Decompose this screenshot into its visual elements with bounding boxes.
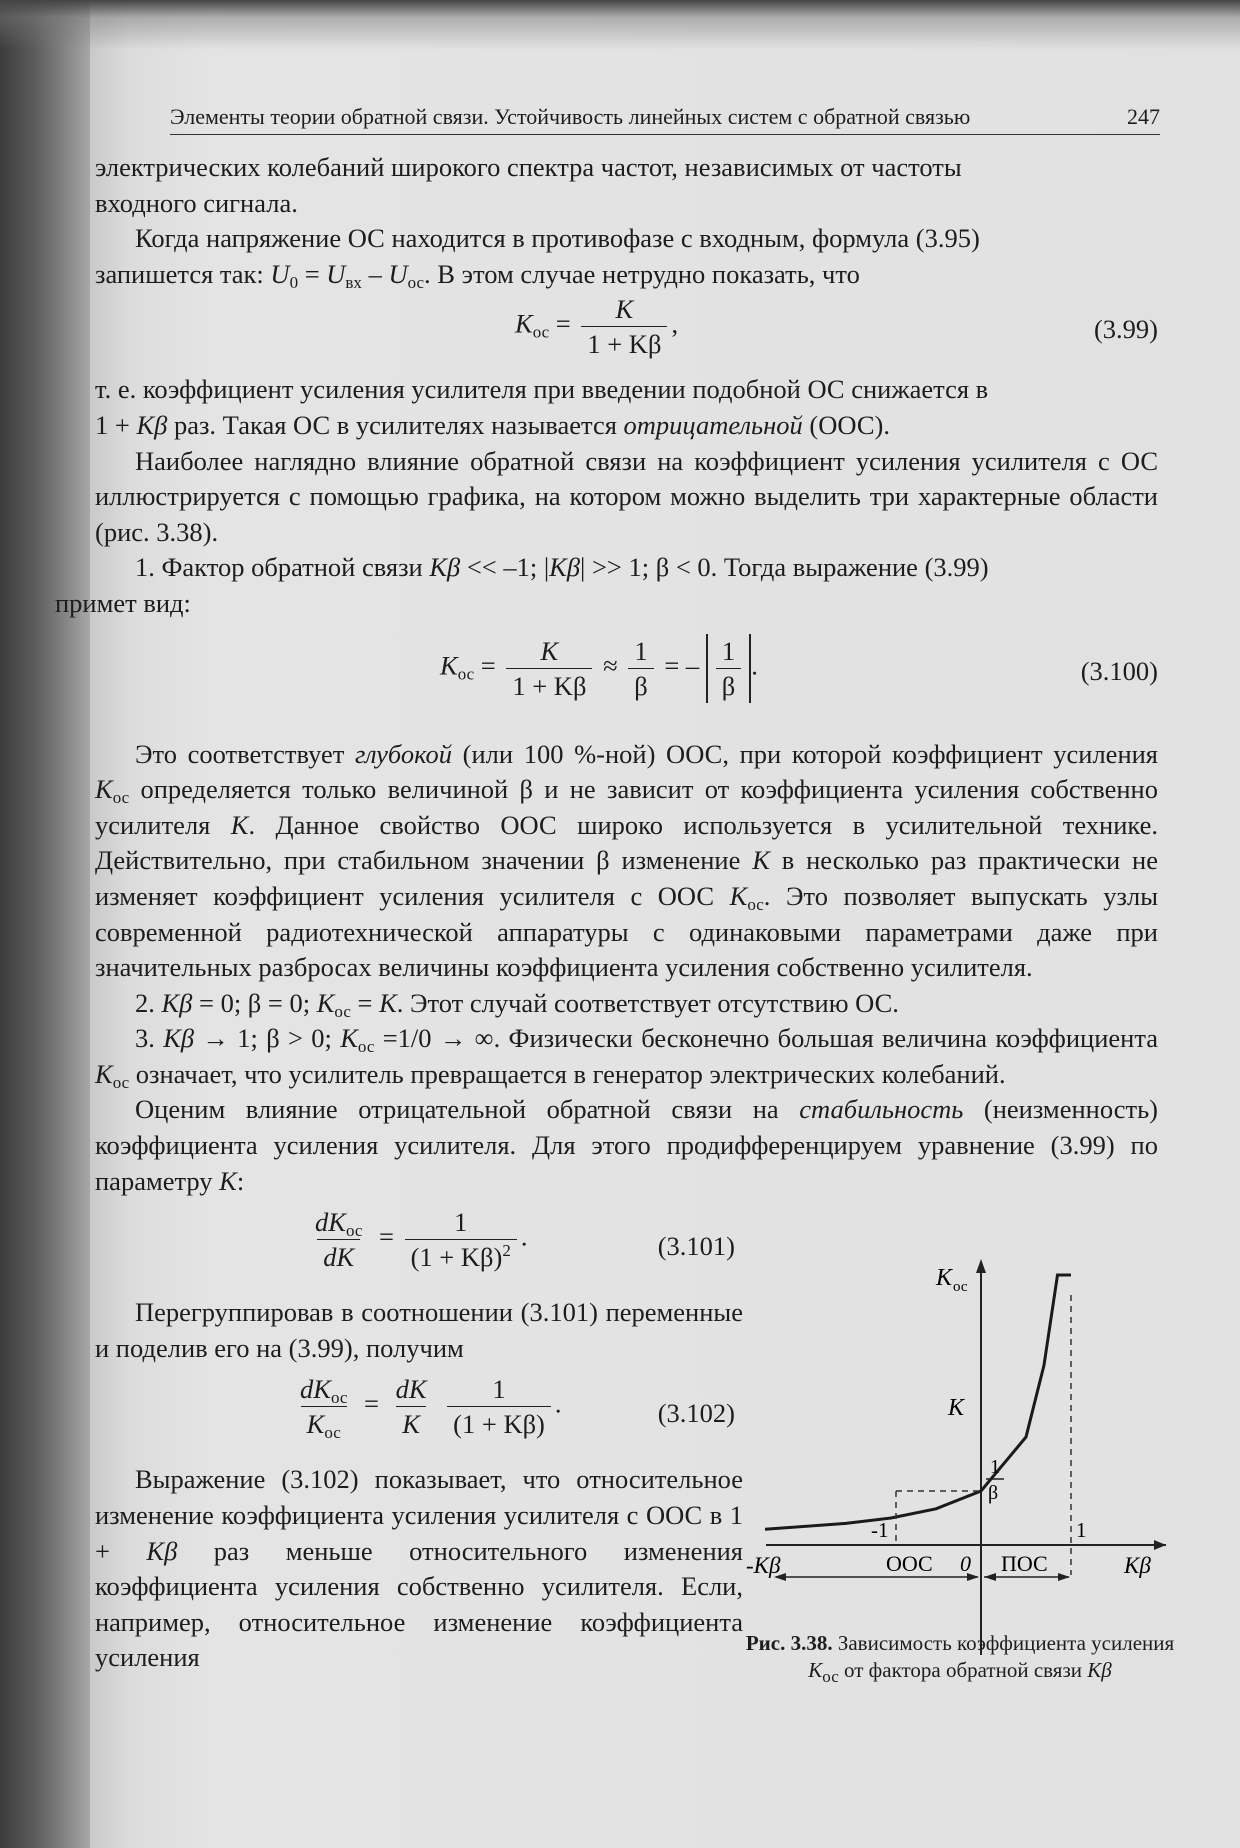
symbol: Kβ	[161, 987, 193, 1018]
k-label: K	[948, 1395, 965, 1421]
left-column	[95, 1199, 743, 1676]
denominator: $K_{ос}$	[301, 1406, 347, 1441]
paragraph-7: Перегруппировав в соотношении (3.101) переменные и поделив его на (3.99), получим	[95, 1297, 743, 1363]
figure-3-38	[746, 1255, 1176, 1675]
text-run: =	[350, 987, 380, 1018]
text-run: раз. Такая ОС в усилителях называется	[173, 409, 624, 440]
list-item-2	[95, 986, 1158, 1022]
paragraph-1	[95, 150, 1158, 221]
fraction	[390, 1372, 433, 1441]
tick-neg-one: -1	[871, 1518, 889, 1542]
equation-3-99	[95, 292, 1158, 372]
absolute-value	[706, 634, 751, 703]
symbol: =	[364, 1389, 379, 1420]
text-run: означает, что усилитель превращается в генератор электрических колебаний.	[129, 1058, 1006, 1089]
symbol: –	[368, 258, 382, 289]
caption-text: Зависимость коэффициента усиления	[832, 1631, 1175, 1655]
text-run: . Это позволяет выпускать узлы современной радиотехнической аппаратуры с одинаковыми параметрами даже при значительных разбросах величины коэффициента усиления собственно усилителя.	[95, 880, 1159, 983]
text-run: примет вид:	[55, 587, 191, 618]
fraction	[506, 634, 592, 703]
fraction	[405, 1205, 517, 1274]
y-axis-arrow	[976, 1259, 986, 1273]
numerator: 1	[634, 635, 648, 666]
text-run: =1/0 → ∞. Физически бесконечно большая величина коэффициента	[374, 1023, 1159, 1054]
paragraph-3	[95, 372, 1158, 443]
symbol: K	[95, 774, 113, 805]
numerator: $dK_{ос}$	[300, 1374, 348, 1408]
symbol: ,	[671, 308, 679, 339]
symbol: K	[515, 308, 533, 339]
text-run: → 1; β > 0;	[194, 1023, 341, 1054]
symbol: K	[379, 987, 397, 1018]
emphasis: отрицательной	[623, 409, 803, 440]
inv-beta-den: β	[988, 1482, 999, 1504]
text-run: 2.	[135, 987, 162, 1018]
subscript: ос	[532, 322, 550, 342]
text-run: << –1; |	[460, 552, 550, 583]
fraction	[447, 1372, 551, 1441]
denominator: (1 + Kβ)	[447, 1406, 551, 1441]
paragraph-2	[95, 221, 1158, 292]
subscript: ос	[324, 1423, 341, 1443]
x-axis-left-label: -Kβ	[746, 1553, 781, 1578]
text-run: Оценим влияние отрицательной обратной связи на	[135, 1094, 800, 1125]
fraction	[309, 1205, 368, 1274]
x-axis-arrow	[1154, 1540, 1166, 1550]
list-item-3	[95, 1021, 1158, 1092]
denominator: $(1 + K\beta)^2$	[405, 1239, 517, 1274]
symbol: K	[230, 809, 249, 840]
text-run: | >> 1; β < 0. Тогда выражение (3.99)	[580, 552, 989, 583]
text-run: = 0; β = 0;	[192, 987, 317, 1018]
numerator: 1	[454, 1207, 468, 1238]
symbol: Kβ	[429, 552, 461, 583]
text-run: в несколько раз практически не изменяет коэффициент усиления усилителя с ООС	[95, 845, 1158, 911]
figure-caption	[745, 1630, 1175, 1684]
text-run: Это соответствует	[135, 738, 355, 769]
caption-text: от фактора обратной связи	[838, 1658, 1088, 1682]
text-run: (или 100 %-ной) ООС, при которой коэффициент усиления	[452, 738, 1158, 769]
tick-pos-one: 1	[1076, 1518, 1087, 1542]
fraction	[628, 634, 653, 703]
symbol: =	[555, 308, 571, 339]
symbol: =	[664, 650, 680, 681]
symbol: =	[304, 258, 320, 289]
origin-label: 0	[960, 1551, 971, 1576]
symbol: U	[326, 258, 346, 289]
emphasis: глубокой	[354, 738, 453, 769]
symbol: Kβ	[1087, 1658, 1112, 1682]
subscript: ос	[357, 1037, 375, 1057]
paragraph-5	[95, 737, 1158, 986]
symbol: Kβ	[146, 1535, 178, 1566]
symbol: .	[520, 1221, 528, 1252]
equation-number: (3.101)	[657, 1231, 735, 1262]
numerator: 1	[492, 1374, 506, 1405]
text-run: определяется только величиной β и не зависит от коэффициента усиления собственно усилителя	[95, 774, 1158, 840]
symbol: =	[480, 650, 496, 681]
x-axis-right-label: Kβ	[1124, 1553, 1151, 1578]
equation-number: (3.100)	[1080, 655, 1158, 686]
subscript: ос	[330, 1388, 348, 1408]
subscript: ос	[112, 788, 130, 808]
symbol: U	[270, 258, 290, 289]
subscript: вх	[345, 272, 362, 292]
subscript: ос	[822, 1667, 839, 1686]
symbol: U	[388, 258, 408, 289]
inv-beta-num: 1	[990, 1456, 1000, 1478]
text-run: . Этот случай соответствует отсутствию ОС.	[396, 987, 899, 1018]
subscript: ос	[345, 1221, 363, 1241]
text-line: электрических колебаний широкого спектра частот, независимых от частоты	[95, 152, 962, 182]
poc-region-label: ПОС	[1001, 1551, 1048, 1576]
symbol: .	[751, 650, 758, 681]
text-run: . Данное свойство ООС широко используется в усилительной технике. Действительно, при стабильном значении β изменение	[95, 809, 1159, 876]
numerator: dK	[395, 1374, 427, 1405]
top-shadow	[0, 0, 1240, 50]
subscript: 0	[289, 272, 299, 292]
symbol: K	[316, 987, 335, 1018]
symbol: K	[808, 1658, 823, 1682]
paragraph-6	[95, 1092, 1158, 1199]
denominator: 1 + Kβ	[581, 326, 667, 361]
denominator: dK	[317, 1239, 360, 1274]
poc-arrow-right	[1058, 1573, 1070, 1581]
text-run: (ООС).	[802, 409, 890, 440]
symbol: –	[685, 650, 700, 681]
symbol: K	[340, 1023, 358, 1054]
page-number: 247	[1127, 104, 1160, 129]
caption-label: Рис. 3.38.	[745, 1631, 833, 1655]
subscript: ос	[457, 664, 475, 684]
denominator: β	[716, 668, 741, 703]
text-run: Когда напряжение ОС находится в противофазе с входным, формула (3.95)	[135, 223, 980, 254]
denominator: K	[396, 1406, 426, 1441]
symbol: Kβ	[549, 552, 581, 583]
equation-3-101	[95, 1199, 743, 1295]
subscript: ос	[112, 1072, 130, 1092]
symbol: K	[729, 880, 748, 911]
list-item-1	[55, 550, 1158, 621]
text-run: . В этом случае нетрудно показать, что	[424, 258, 860, 289]
numerator: K	[615, 294, 634, 325]
equation-number: (3.102)	[657, 1398, 735, 1429]
fraction	[294, 1372, 353, 1441]
numerator: $dK_{ос}$	[315, 1207, 363, 1241]
subscript: ос	[747, 894, 764, 914]
symbol: 1 +	[95, 409, 137, 440]
symbol: Kβ	[163, 1023, 195, 1054]
symbol: K	[95, 1058, 113, 1089]
symbol: K	[752, 845, 770, 876]
paragraph-4: Наиболее наглядно влияние обратной связи на коэффициент усиления усилителя с ОС иллюстрируется с помощью графика, на котором можно выделить три характерные области (рис. 3.38).	[95, 445, 1158, 547]
emphasis: стабильность	[799, 1094, 964, 1125]
subscript: ос	[407, 272, 425, 292]
header-title: Элементы теории обратной связи. Устойчивость линейных систем с обратной связью	[170, 104, 971, 129]
y-axis-label-sub: ос	[953, 1279, 968, 1295]
equation-number: (3.99)	[1093, 314, 1158, 345]
numerator: 1	[721, 635, 736, 666]
text-run: :	[236, 1165, 245, 1196]
text-run: т. е. коэффициент усиления усилителя при введении подобной ОС снижается в	[95, 374, 989, 405]
text-run: раз меньше относительного изменения коэффициента усиления собственно усилителя. Если, например, относительное изменение коэффициента усиления	[95, 1535, 743, 1673]
equation-3-100	[95, 622, 1158, 737]
symbol: =	[379, 1221, 394, 1252]
text-line: входного сигнала.	[95, 187, 298, 218]
text-run: 3.	[135, 1023, 164, 1054]
y-axis-label: K	[936, 1265, 953, 1291]
symbol: K	[440, 650, 458, 681]
symbol: .	[554, 1389, 562, 1420]
poc-arrow-left	[984, 1573, 996, 1581]
subscript: ос	[334, 1001, 351, 1021]
running-header	[170, 98, 1160, 135]
paragraph-8	[95, 1462, 743, 1676]
text-run: 1. Фактор обратной связи	[135, 552, 430, 583]
equation-3-102	[95, 1366, 743, 1462]
symbol: K	[219, 1165, 237, 1196]
numerator: K	[540, 635, 559, 666]
denominator: β	[628, 668, 653, 703]
superscript: 2	[502, 1241, 511, 1261]
fraction	[581, 292, 667, 361]
ooc-region-label: ООС	[886, 1551, 933, 1576]
symbol: Kβ	[136, 409, 168, 440]
text-run: запишется так:	[95, 258, 271, 289]
fraction	[716, 634, 741, 703]
symbol: ≈	[603, 650, 618, 681]
text-run: Выражение (3.102) показывает, что относительное изменение коэффициента усиления усилителя с ООС в 1 +	[95, 1464, 743, 1566]
denominator: 1 + Kβ	[506, 668, 592, 703]
text-run: (неизменность) коэффициента усиления усилителя. Для этого продифференцируем уравнение (3.99) по параметру	[95, 1094, 1158, 1196]
